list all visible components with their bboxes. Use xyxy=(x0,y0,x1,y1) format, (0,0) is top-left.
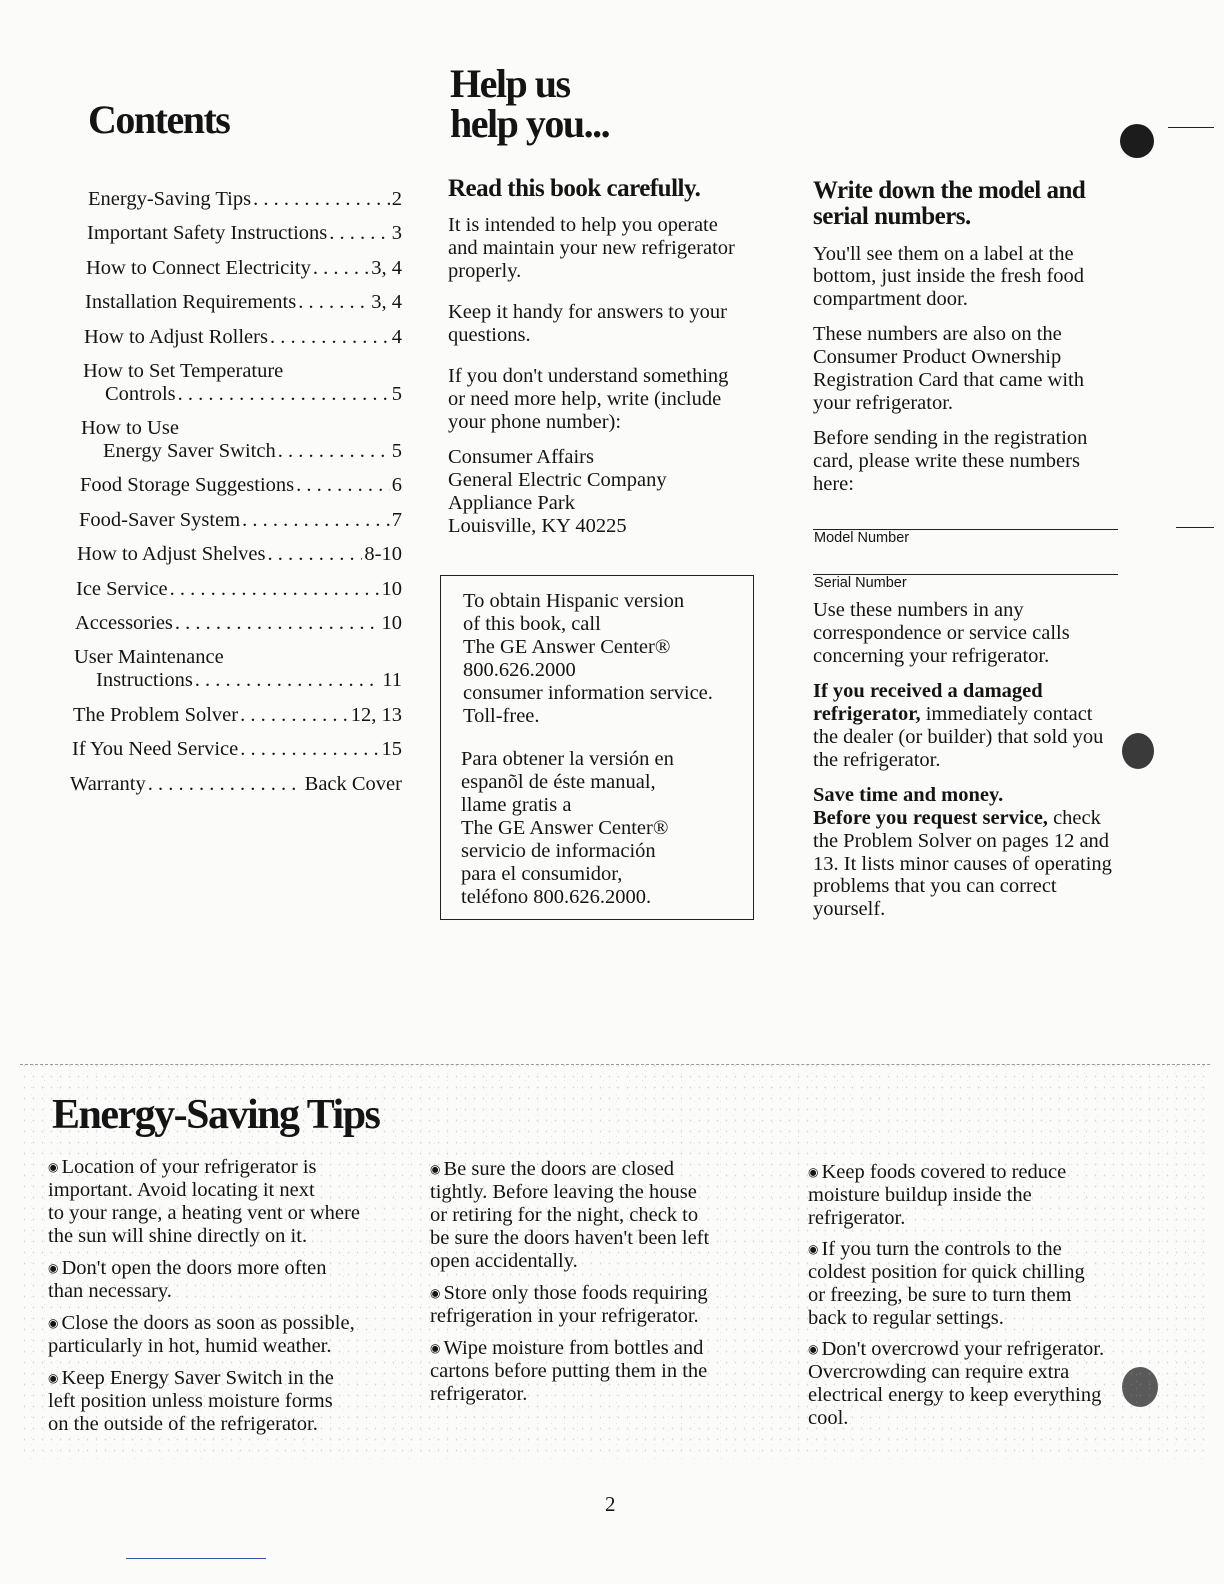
energy-tip-line xyxy=(430,1181,780,1204)
before-line-3: problems that you can correct xyxy=(813,875,1057,898)
write-down-paragraph-4 xyxy=(813,599,1143,668)
toc-entry[interactable] xyxy=(84,314,402,349)
energy-tip-line xyxy=(48,1367,398,1390)
toc-entry-title: Energy-Saving Tips xyxy=(88,187,252,210)
toc-leader xyxy=(175,612,380,635)
contents-heading: Contents xyxy=(88,97,230,142)
read-p3-line: If you don't understand something xyxy=(448,365,729,388)
toc-entry-title: How to Use xyxy=(81,416,179,439)
energy-tip-text: Store only those foods requiring xyxy=(443,1281,708,1304)
hispanic-es-line: The GE Answer Center® xyxy=(461,816,669,839)
address-line: General Electric Company xyxy=(448,468,667,491)
hispanic-es-line: espanõl de éste manual, xyxy=(461,770,656,793)
energy-tip-text: open accidentally. xyxy=(430,1249,578,1272)
toc-entry-subtitle: Instructions xyxy=(96,669,193,691)
energy-tip-line xyxy=(48,1413,398,1436)
energy-tip xyxy=(48,1367,398,1436)
read-heading: Read this book carefully. xyxy=(448,175,701,202)
energy-tip-text: refrigerator. xyxy=(430,1382,528,1405)
energy-tip-line xyxy=(430,1282,780,1305)
energy-tip-line xyxy=(430,1337,780,1360)
toc-entry-title: Food-Saver System xyxy=(79,508,241,531)
energy-tip-line xyxy=(48,1202,398,1225)
model-number-label: Model Number xyxy=(814,530,910,546)
toc-leader xyxy=(329,222,389,245)
read-p3-line: or need more help, write (include xyxy=(448,387,722,410)
read-paragraph-3 xyxy=(448,365,778,434)
toc-entry-title: Important Safety Instructions xyxy=(87,222,328,244)
toc-entry-page: 15 xyxy=(381,738,402,760)
hispanic-es-line: teléfono 800.626.2000. xyxy=(461,885,652,908)
read-p1-line: It is intended to help you operate xyxy=(448,214,718,237)
help-heading xyxy=(450,61,610,146)
help-heading-line2: help you... xyxy=(450,101,610,146)
toc-entry-page: 5 xyxy=(391,439,402,462)
bullet-icon: ◉ xyxy=(808,1165,819,1179)
energy-tip-line xyxy=(808,1307,1138,1330)
toc-entry[interactable] xyxy=(72,727,402,762)
read-p3-line: your phone number): xyxy=(448,410,622,433)
toc-entry[interactable] xyxy=(86,245,402,280)
energy-tip-text: Close the doors as soon as possible, xyxy=(61,1311,355,1334)
wd-p3-line: Before sending in the registration xyxy=(813,427,1088,450)
energy-tip-text: tightly. Before leaving the house xyxy=(430,1180,697,1203)
energy-tip-line xyxy=(48,1225,398,1248)
write-down-heading-line1: Write down the model and xyxy=(813,177,1086,204)
page-number: 2 xyxy=(605,1492,616,1516)
toc-entry-title: User Maintenance xyxy=(74,646,224,668)
toc-leader xyxy=(253,188,390,211)
hispanic-es-line: llame gratis a xyxy=(461,793,572,816)
energy-tip-line xyxy=(48,1280,398,1303)
energy-tip-line xyxy=(430,1360,780,1383)
energy-tip-line xyxy=(430,1227,780,1250)
hispanic-en-line: 800.626.2000 xyxy=(463,658,576,681)
energy-tip-text: Don't overcrowd your refrigerator. xyxy=(821,1337,1105,1360)
energy-tip-text: left position unless moisture forms xyxy=(48,1389,333,1412)
energy-tip xyxy=(430,1158,780,1273)
energy-tip-line xyxy=(48,1257,398,1280)
read-section xyxy=(448,176,778,550)
write-down-paragraph-3 xyxy=(813,427,1133,496)
damaged-paragraph xyxy=(813,680,1143,772)
margin-mark-1 xyxy=(1168,127,1214,128)
binder-hole-top xyxy=(1120,124,1154,158)
save-paragraph xyxy=(813,784,1143,922)
read-p2-line: Keep it handy for answers to your xyxy=(448,301,727,324)
bullet-icon: ◉ xyxy=(430,1162,441,1176)
bullet-icon: ◉ xyxy=(808,1241,819,1256)
wd-p4-line: correspondence or service calls xyxy=(813,621,1070,644)
energy-tip-text: cool. xyxy=(808,1406,849,1429)
toc-entry[interactable] xyxy=(88,176,402,211)
energy-tip-text: refrigeration in your refrigerator. xyxy=(430,1304,699,1327)
toc-entry-page: 4 xyxy=(391,325,402,348)
wd-p1-line: You'll see them on a label at the xyxy=(813,242,1074,265)
toc-entry-page: 2 xyxy=(391,187,402,210)
energy-tip-line xyxy=(430,1250,780,1273)
write-down-lower xyxy=(813,599,1143,933)
bullet-icon: ◉ xyxy=(430,1340,441,1355)
wd-p2-line: Consumer Product Ownership xyxy=(813,346,1062,369)
toc-entry[interactable] xyxy=(80,463,402,498)
energy-tip-text: Be sure the doors are closed xyxy=(443,1158,675,1180)
toc-leader xyxy=(242,509,390,532)
hispanic-es-line: para el consumidor, xyxy=(461,862,623,885)
toc-entry[interactable] xyxy=(70,761,402,796)
toc-entry-page: Back Cover xyxy=(304,772,402,795)
energy-tip xyxy=(48,1257,398,1303)
toc-entry-title: Accessories xyxy=(75,612,173,634)
wd-p2-line: These numbers are also on the xyxy=(813,323,1062,346)
toc-entry-title: Ice Service xyxy=(76,577,168,600)
toc-leader xyxy=(240,738,379,761)
toc-leader xyxy=(240,704,349,727)
toc-entry-page: 10 xyxy=(381,577,402,600)
toc-entry[interactable] xyxy=(74,635,402,692)
toc-entry-title: How to Adjust Shelves xyxy=(77,543,266,565)
energy-tip xyxy=(808,1238,1138,1330)
energy-tip-text: to your range, a heating vent or where xyxy=(48,1201,360,1224)
hispanic-version-box xyxy=(440,575,754,920)
energy-tip-line xyxy=(48,1335,398,1358)
energy-tip-line xyxy=(48,1156,398,1179)
toc-entry-title: Warranty xyxy=(70,772,146,795)
energy-tip-text: or freezing, be sure to turn them xyxy=(808,1283,1072,1306)
energy-tip-text: cartons before putting them in the xyxy=(430,1359,708,1382)
hispanic-es-line: servicio de información xyxy=(461,839,656,862)
energy-tip-line xyxy=(430,1158,780,1181)
energy-tip-text: electrical energy to keep everything xyxy=(808,1383,1102,1406)
bullet-icon: ◉ xyxy=(808,1341,819,1356)
toc-entry[interactable] xyxy=(83,349,402,406)
toc-entry-subline xyxy=(74,669,402,692)
hispanic-en-line: consumer information service. xyxy=(463,681,713,704)
toc-leader xyxy=(296,474,390,497)
before-line-4: yourself. xyxy=(813,898,886,921)
toc-entry-subline xyxy=(81,440,402,463)
hispanic-en-line: The GE Answer Center® xyxy=(463,635,671,658)
toc-leader xyxy=(178,383,390,406)
energy-tip-text: Location of your refrigerator is xyxy=(61,1156,317,1178)
energy-tip-line xyxy=(430,1383,780,1406)
energy-tips-column-3 xyxy=(808,1161,1138,1437)
before-line-1: the Problem Solver on pages 12 and xyxy=(813,829,1110,852)
energy-tip-line xyxy=(808,1238,1138,1261)
bullet-icon: ◉ xyxy=(48,1370,59,1385)
damaged-rest: immediately contact xyxy=(920,702,1093,725)
toc-entry-page: 8-10 xyxy=(364,543,402,565)
before-line-2: 13. It lists minor causes of operating xyxy=(813,852,1112,875)
energy-tip-line xyxy=(48,1179,398,1202)
write-down-heading xyxy=(813,178,1133,231)
damaged-line-1: the dealer (or builder) that sold you xyxy=(813,725,1104,748)
help-heading-line1: Help us xyxy=(450,61,570,106)
footer-mark xyxy=(126,1558,266,1559)
energy-tip-text: particularly in hot, humid weather. xyxy=(48,1334,332,1357)
hispanic-en-line: To obtain Hispanic version xyxy=(463,590,685,612)
energy-tips-heading: Energy-Saving Tips xyxy=(52,1092,380,1138)
energy-tips-column-1 xyxy=(48,1156,398,1444)
energy-tip-text: Keep foods covered to reduce xyxy=(821,1161,1067,1183)
toc-entry[interactable] xyxy=(77,532,402,567)
toc-entry-title: If You Need Service xyxy=(72,738,239,760)
before-bold: Before you request service, xyxy=(813,806,1048,829)
energy-tip-line xyxy=(808,1338,1138,1361)
damaged-bold-2: refrigerator, xyxy=(813,702,921,725)
toc-entry[interactable] xyxy=(75,601,402,636)
energy-tips-column-2 xyxy=(430,1158,780,1415)
energy-tip-text: back to regular settings. xyxy=(808,1306,1004,1329)
toc-entry[interactable] xyxy=(81,406,402,463)
toc-entry-page: 3 xyxy=(391,222,402,244)
energy-tip xyxy=(48,1312,398,1358)
toc-entry-subtitle: Energy Saver Switch xyxy=(103,439,276,462)
energy-tip-text: or retiring for the night, check to xyxy=(430,1203,699,1226)
energy-tip-text: coldest position for quick chilling xyxy=(808,1260,1085,1283)
toc-leader xyxy=(195,669,380,692)
energy-tip-line xyxy=(430,1305,780,1328)
binder-hole-middle xyxy=(1122,733,1154,769)
energy-tip xyxy=(430,1337,780,1406)
write-down-paragraph-2 xyxy=(813,323,1133,415)
address-line: Louisville, KY 40225 xyxy=(448,514,627,537)
energy-tip-text: moisture buildup inside the xyxy=(808,1183,1032,1206)
toc-entry-page: 12, 13 xyxy=(350,703,402,726)
toc-entry[interactable] xyxy=(73,692,402,727)
energy-tip-line xyxy=(808,1184,1138,1207)
bullet-icon: ◉ xyxy=(48,1160,59,1174)
toc-leader xyxy=(148,773,303,796)
toc-entry-page: 11 xyxy=(382,669,402,691)
hispanic-english-text xyxy=(463,590,713,728)
energy-tip xyxy=(808,1338,1138,1430)
energy-tip-text: Keep Energy Saver Switch in the xyxy=(61,1366,334,1389)
wd-p1-line: compartment door. xyxy=(813,288,968,311)
toc-entry-page: 5 xyxy=(391,382,402,405)
energy-tip-text: If you turn the controls to the xyxy=(821,1237,1062,1260)
energy-tip-text: the sun will shine directly on it. xyxy=(48,1224,308,1247)
toc-entry[interactable] xyxy=(85,280,402,315)
toc-leader xyxy=(313,257,369,280)
toc-entry[interactable] xyxy=(87,211,402,246)
energy-tip-text: Overcrowding can require extra xyxy=(808,1360,1070,1383)
toc-leader xyxy=(268,543,363,566)
toc-entry-page: 6 xyxy=(391,474,402,496)
toc-entry-subline xyxy=(83,383,402,406)
wd-p1-line: bottom, just inside the fresh food xyxy=(813,265,1085,288)
toc-entry-page: 7 xyxy=(391,508,402,531)
energy-tip xyxy=(48,1156,398,1248)
wd-p3-line: here: xyxy=(813,473,854,496)
toc-entry-page: 10 xyxy=(381,612,402,634)
margin-mark-2 xyxy=(1176,527,1214,528)
energy-tip-line xyxy=(808,1284,1138,1307)
hispanic-es-line: Para obtener la versión en xyxy=(461,748,674,770)
damaged-line-2: the refrigerator. xyxy=(813,748,941,771)
address-line: Appliance Park xyxy=(448,491,575,514)
write-down-heading-line2: serial numbers. xyxy=(813,203,971,231)
energy-tip-line xyxy=(808,1207,1138,1230)
toc-entry-title: The Problem Solver xyxy=(73,703,239,726)
toc-entry-page: 3, 4 xyxy=(371,291,402,313)
toc-leader xyxy=(270,326,390,349)
toc-entry-title: How to Set Temperature xyxy=(83,359,284,382)
read-p1-line: properly. xyxy=(448,260,522,283)
hispanic-spanish-text xyxy=(461,748,674,909)
energy-tip-text: be sure the doors haven't been left xyxy=(430,1226,710,1249)
energy-tip xyxy=(430,1282,780,1328)
write-down-section xyxy=(813,178,1133,508)
save-heading: Save time and money. xyxy=(813,783,1004,806)
energy-tip-text: important. Avoid locating it next xyxy=(48,1178,315,1201)
wd-p4-line: concerning your refrigerator. xyxy=(813,644,1050,667)
energy-tip xyxy=(808,1161,1138,1230)
energy-tip-text: on the outside of the refrigerator. xyxy=(48,1412,318,1435)
energy-tip-line xyxy=(430,1204,780,1227)
energy-tip-text: Wipe moisture from bottles and xyxy=(443,1336,704,1359)
toc-entry-page: 3, 4 xyxy=(371,256,402,279)
energy-tip-text: refrigerator. xyxy=(808,1206,906,1229)
toc-leader xyxy=(298,291,369,314)
energy-tip-line xyxy=(48,1390,398,1413)
bullet-icon: ◉ xyxy=(48,1260,59,1275)
damaged-bold-1: If you received a damaged xyxy=(813,679,1043,702)
bullet-icon: ◉ xyxy=(48,1315,59,1330)
energy-tip-line xyxy=(808,1361,1138,1384)
toc-leader xyxy=(278,440,390,463)
hispanic-en-line: Toll-free. xyxy=(463,704,540,727)
energy-tip-line xyxy=(808,1407,1138,1430)
toc-entry-title: Food Storage Suggestions xyxy=(80,474,295,496)
wd-p3-line: card, please write these numbers xyxy=(813,450,1080,473)
toc-leader xyxy=(170,578,380,601)
toc-entry-title: Installation Requirements xyxy=(85,291,297,313)
write-down-paragraph-1 xyxy=(813,243,1133,312)
energy-tip-line xyxy=(808,1384,1138,1407)
toc-entry[interactable] xyxy=(76,566,402,601)
wd-p4-line: Use these numbers in any xyxy=(813,599,1024,621)
read-paragraph-2 xyxy=(448,301,778,347)
energy-tip-line xyxy=(808,1261,1138,1284)
read-p2-line: questions. xyxy=(448,324,531,347)
serial-number-label: Serial Number xyxy=(814,575,907,591)
bullet-icon: ◉ xyxy=(430,1285,441,1300)
wd-p2-line: your refrigerator. xyxy=(813,392,954,415)
mailing-address xyxy=(448,446,778,538)
energy-tip-line xyxy=(48,1312,398,1335)
before-rest: check xyxy=(1047,806,1101,829)
toc-entry-title: How to Connect Electricity xyxy=(86,256,311,279)
toc-entry[interactable] xyxy=(79,497,402,532)
wd-p2-line: Registration Card that came with xyxy=(813,369,1084,392)
energy-tip-text: than necessary. xyxy=(48,1279,172,1302)
read-p1-line: and maintain your new refrigerator xyxy=(448,237,735,260)
read-paragraph-1 xyxy=(448,214,778,283)
toc-entry-subtitle: Controls xyxy=(105,382,176,405)
hispanic-en-line: of this book, call xyxy=(463,612,601,635)
toc-entry-title: How to Adjust Rollers xyxy=(84,325,268,348)
address-line: Consumer Affairs xyxy=(448,445,594,468)
table-of-contents xyxy=(72,176,402,796)
energy-tip-line xyxy=(808,1161,1138,1184)
section-divider xyxy=(20,1064,1210,1065)
energy-tip-text: Don't open the doors more often xyxy=(61,1256,327,1279)
